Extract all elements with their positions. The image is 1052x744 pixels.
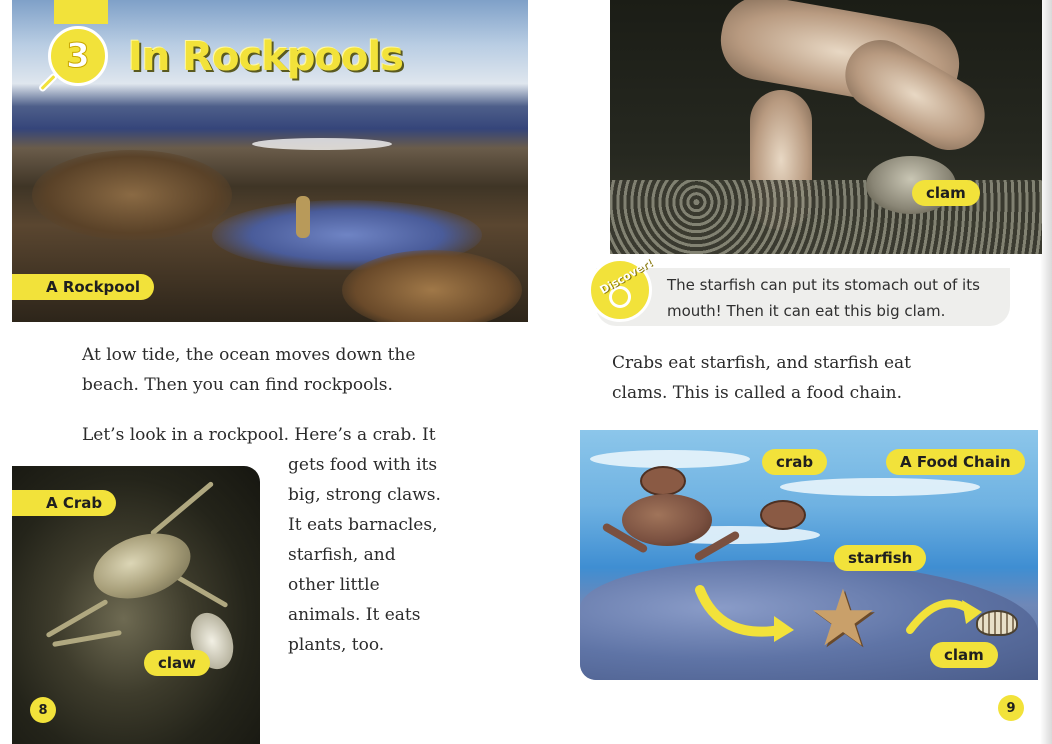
- page-number-right: 9: [998, 695, 1024, 721]
- crab-leg: [52, 630, 122, 647]
- crab-diagram-label: crab: [762, 449, 827, 475]
- starfish-diagram-label: starfish: [834, 545, 926, 571]
- clam-photo-label: clam: [912, 180, 980, 206]
- page-number-left: 8: [30, 697, 56, 723]
- magnifier-icon: [48, 26, 108, 86]
- paragraph-crab-body: [288, 450, 441, 660]
- text-line: animals. It eats: [288, 605, 421, 625]
- starfish-photo: [610, 0, 1042, 254]
- text-line: Let’s look in a rockpool. Here’s a crab. It: [82, 425, 436, 445]
- arrow-icon: [690, 580, 800, 650]
- arrow-icon: [900, 590, 990, 640]
- starfish-icon: ★: [808, 574, 878, 664]
- crab-shape: [622, 494, 712, 546]
- page-edge-shadow: [1040, 0, 1052, 744]
- crab-leg: [45, 599, 108, 638]
- paragraph-crab-intro: [82, 420, 436, 450]
- person-figure: [296, 196, 310, 238]
- crab-body-shape: [85, 522, 199, 610]
- wave-shape: [590, 450, 750, 468]
- text-line: other little: [288, 575, 380, 595]
- chapter-number: 3: [66, 36, 90, 76]
- paragraph-low-tide: [82, 340, 415, 400]
- magnifier-icon: [588, 256, 655, 322]
- text-line: It eats barnacles,: [288, 515, 438, 535]
- text-line: gets food with its: [288, 455, 438, 475]
- rockpool-label: A Rockpool: [12, 274, 154, 300]
- shell-icon: [976, 610, 1018, 636]
- claw-label: claw: [144, 650, 210, 676]
- rock-shape: [32, 150, 232, 240]
- surf-shape: [252, 138, 392, 150]
- chapter-tab: [54, 0, 108, 24]
- text-line: starfish, and: [288, 545, 396, 565]
- crab-claw: [760, 500, 806, 530]
- discover-badge-text: Discover!: [597, 256, 655, 297]
- paragraph-food-chain: [612, 348, 911, 408]
- crab-label: A Crab: [12, 490, 116, 516]
- crab-leg: [150, 481, 214, 536]
- text-line: beach. Then you can find rockpools.: [82, 375, 393, 395]
- text-line: clams. This is called a food chain.: [612, 383, 903, 403]
- wave-shape: [780, 478, 980, 496]
- clam-diagram-label: clam: [930, 642, 998, 668]
- discover-text: [667, 272, 1007, 324]
- food-chain-title: A Food Chain: [886, 449, 1025, 475]
- text-line: The starfish can put its stomach out of its: [667, 276, 980, 294]
- crab-claw: [640, 466, 686, 496]
- text-line: mouth! Then it can eat this big clam.: [667, 302, 946, 320]
- text-line: At low tide, the ocean moves down the: [82, 345, 416, 365]
- chapter-title: In Rockpools: [128, 34, 403, 80]
- text-line: big, strong claws.: [288, 485, 441, 505]
- text-line: plants, too.: [288, 635, 385, 655]
- text-line: Crabs eat starfish, and starfish eat: [612, 353, 911, 373]
- rock-shape: [342, 250, 522, 322]
